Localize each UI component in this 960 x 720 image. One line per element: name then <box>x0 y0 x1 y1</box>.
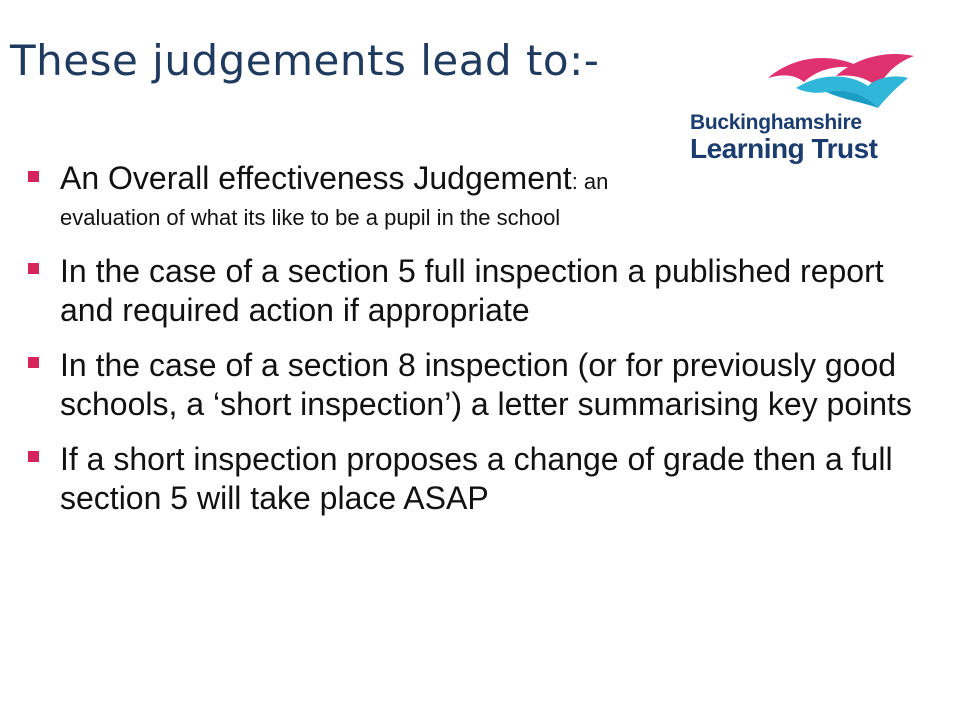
bird-wings-icon <box>766 48 916 110</box>
bullet-item-short-inspection <box>28 440 928 518</box>
logo-line-1: Buckinghamshire <box>690 111 862 134</box>
bullet-sub-text: evaluation of what its like to be a pupil in the school <box>60 205 561 230</box>
bullet-item-section-8 <box>28 346 928 424</box>
buckinghamshire-learning-trust-logo <box>688 48 918 164</box>
bullet-item-overall-effectiveness <box>28 160 928 236</box>
square-bullet-icon <box>28 171 39 182</box>
logo-line-2: Learning Trust <box>690 133 878 164</box>
slide-title: These judgements lead to:- <box>10 36 600 85</box>
square-bullet-icon <box>28 451 39 462</box>
bullet-list <box>28 160 928 534</box>
square-bullet-icon <box>28 263 39 274</box>
bullet-text: In the case of a section 8 inspection (or for previously good schools, a ‘short inspection’) a letter summarising key points <box>60 347 912 422</box>
bullet-text: In the case of a section 5 full inspection a published report and required action if appropriate <box>60 253 884 328</box>
bullet-suffix-text: : an <box>571 169 609 194</box>
bullet-item-section-5 <box>28 252 928 330</box>
square-bullet-icon <box>28 357 39 368</box>
bullet-main-text: An Overall effectiveness Judgement <box>60 160 572 196</box>
logo-wordmark <box>690 112 877 163</box>
bullet-text: If a short inspection proposes a change of grade then a full section 5 will take place ASAP <box>60 441 893 516</box>
